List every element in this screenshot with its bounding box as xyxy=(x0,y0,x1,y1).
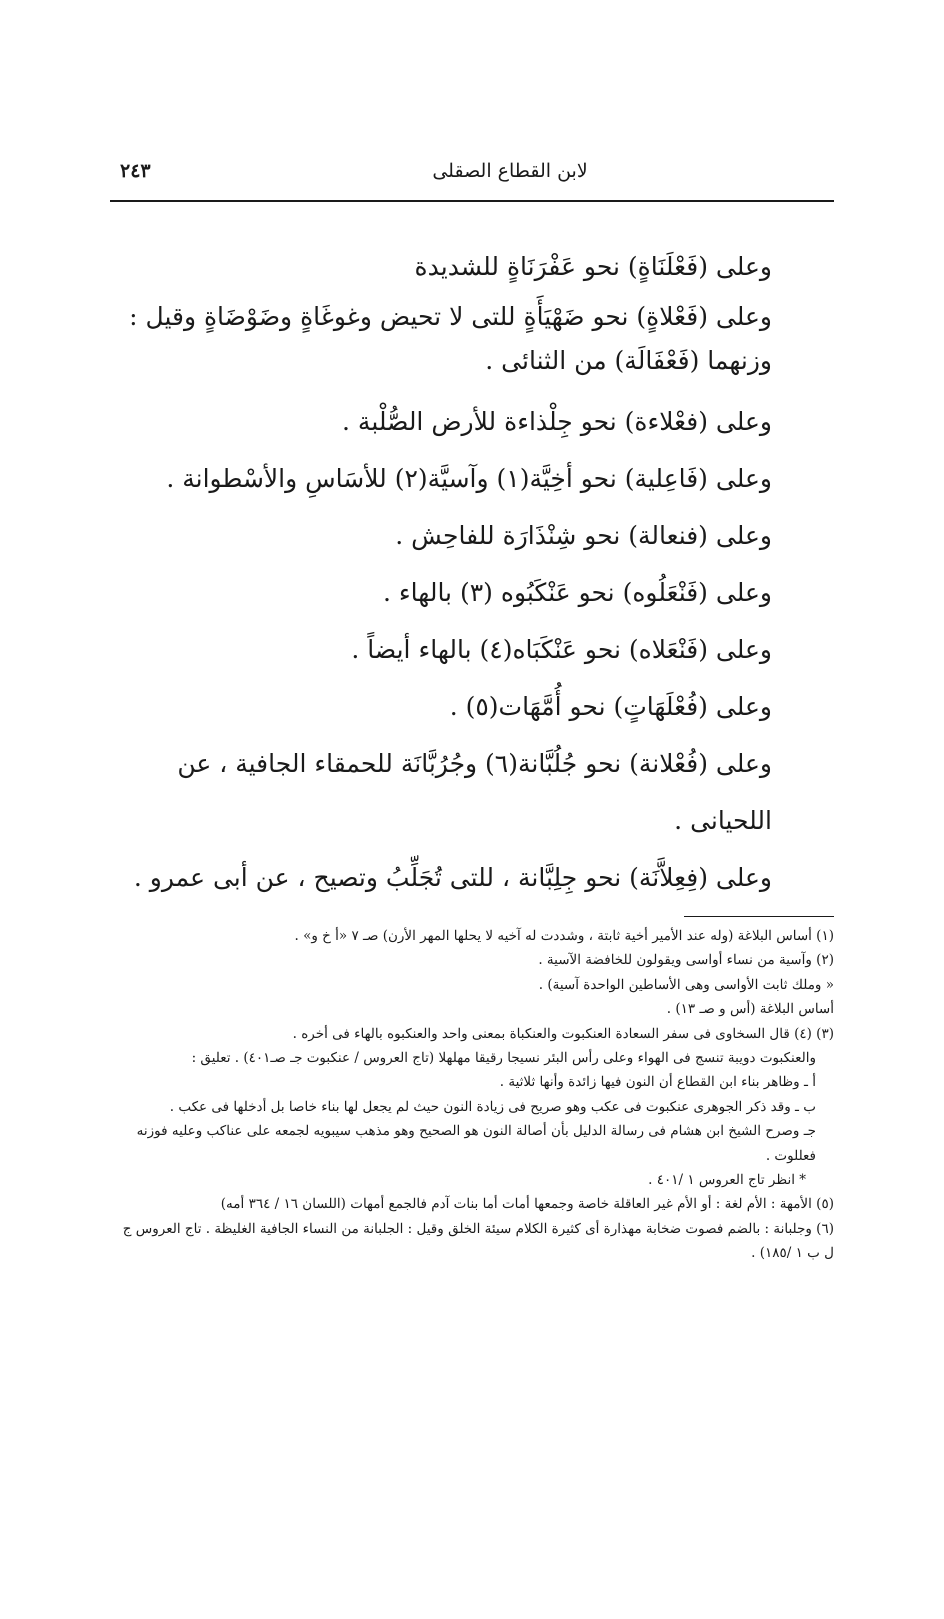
footnote-separator xyxy=(684,916,834,917)
footnote: * انظر تاج العروس ١ /٤٠١ . xyxy=(648,1172,806,1189)
footnote: أساس البلاغة (أس و صـ ١٣) . xyxy=(666,1001,834,1018)
footnotes xyxy=(110,924,834,1266)
main-text xyxy=(110,238,834,906)
header-rule xyxy=(110,200,834,202)
footnote: (٥) الأمهة : الأم لغة : أو الأم غير العاقلة خاصة وجمعها أمات أما بنات آدم فالجمع أمهات (اللسان ١٦ / ٣٦٤ أمه) xyxy=(220,1196,834,1213)
text-line: وعلى (فَعْلَنَاةٍ) نحو عَفْرَنَاةٍ للشديدة xyxy=(414,252,772,281)
page-number: ٢٤٣ xyxy=(120,160,151,182)
text-line: وعلى (فَنْعَلاه) نحو عَنْكَبَاه(٤) بالهاء أيضاً . xyxy=(351,635,772,664)
text-line: وعلى (فنعالة) نحو شِنْذَارَة للفاحِش . xyxy=(395,521,772,550)
footnote: (٦) وجلبانة : بالضم فصوت ضخابة مهذارة أى كثيرة الكلام سيئة الخلق وقيل : الجلبانة من النساء الجافية الغليظة . تاج العروس ج ل ب ١ /١٨٥) . xyxy=(122,1220,834,1262)
text-line: وعلى (فَاعِلية) نحو أخِيَّة(١) وآسيَّة(٢) للأسَاسِ والأسْطوانة . xyxy=(166,464,772,493)
footnote: أ ـ وظاهر بناء ابن القطاع أن النون فيها زائدة وأنها ثلاثية . xyxy=(499,1074,816,1091)
text-line: وعلى (فَعْلاةٍ) نحو ضَهْيَأَةٍ للتى لا تحيض وغوغَاةٍ وضَوْضَاةٍ وقيل : وزنهما (فَعْفَالَة) من الثنائى . xyxy=(129,302,772,375)
page-header xyxy=(110,158,834,188)
footnote: (٣) (٤) قال السخاوى فى سفر السعادة العنكبوت والعنكباة بمعنى واحد والعنكبوه بالهاء فى أخره . xyxy=(292,1025,834,1042)
footnote: (٢) وآسية من نساء أواسى ويقولون للخافضة الآسية . xyxy=(538,952,834,969)
footnote: (١) أساس البلاغة (وله عند الأمير أخية ثابتة ، وشددت له آخيه لا يحلها المهر الأرن) صـ ٧ «أ خ و» . xyxy=(294,928,834,944)
footnote: جـ وصرح الشيخ ابن هشام فى رسالة الدليل بأن أصالة النون هو الصحيح وهو مذهب سيبويه لجمعه على عناكب وعليه فوزنه فعللوت . xyxy=(136,1123,816,1164)
text-line: وعلى (فُعْلانة) نحو جُلُبَّانة(٦) وجُرُبَّانَة للحمقاء الجافية ، عن اللحيانى . xyxy=(177,749,772,835)
footnote: والعنكبوت دويبة تنسج فى الهواء وعلى رأس البئر نسيجا رقيقا مهلهلا (تاج العروس / عنكبوت جـ صـ٤٠١) . تعليق : xyxy=(191,1050,816,1067)
running-title: لابن القطاع الصقلى xyxy=(432,160,588,182)
text-line: وعلى (فَنْعَلُوه) نحو عَنْكَبُوه (٣) بالهاء . xyxy=(383,578,772,607)
footnote: « وملك ثابت الأواسى وهى الأساطين الواحدة آسية) . xyxy=(538,976,834,993)
text-line: وعلى (فِعِلاَّنَة) نحو جِلِبَّانة ، للتى تُجَلِّبُ وتصيح ، عن أبى عمرو . xyxy=(133,863,772,892)
footnote: ب ـ وقد ذكر الجوهرى عنكبوت فى عكب وهو صريح فى زيادة النون حيث لم يجعل لها بناء خاصا بل أدخلها فى عكب . xyxy=(169,1098,816,1115)
text-line: وعلى (فُعْلَهَاتٍ) نحو أُمَّهَات(٥) . xyxy=(449,692,772,721)
text-line: وعلى (فعْلاءة) نحو جِلْذاءة للأرض الصُّلْبة . xyxy=(342,407,772,436)
